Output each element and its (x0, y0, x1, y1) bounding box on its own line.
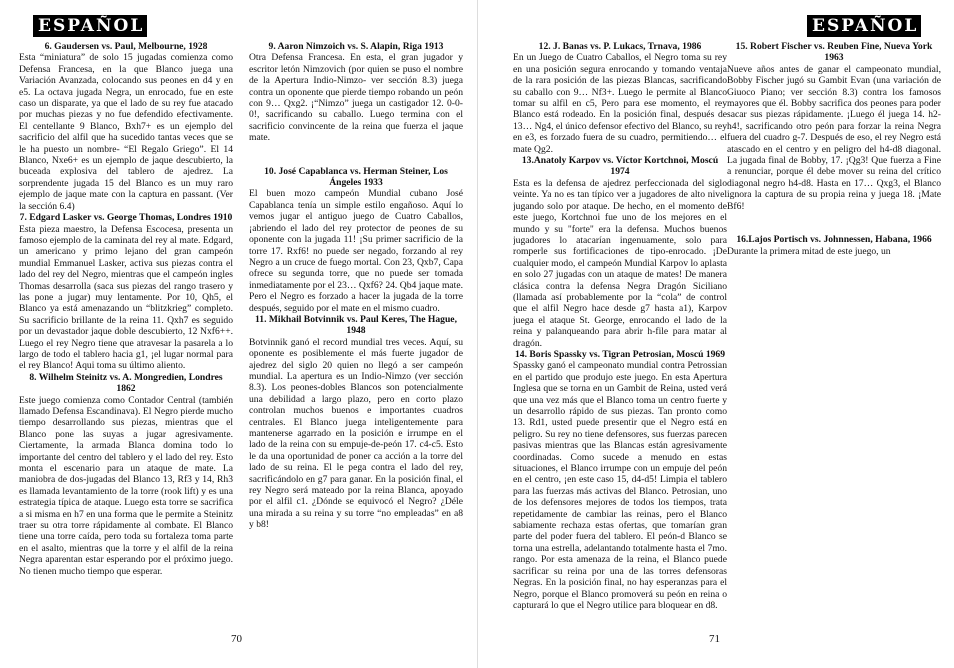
game-text: Esta pieza maestro, la Defensa Escocesa, presenta un famoso ejemplo de la caminata del rey al mate. Edgard, un americano y primo lejano del gran campeón mundial Emmanuel Lasker, activa sus piezas contra el lado del rey del Negro, mientras que el campeón ingles Thomas desarrolla (saca sus piezas del rango trasero y las pone a jugar) muy lentamente. Por 10, Qh5, el Blanco ya está amenazando un “blitzkrieg” completo. Su sacrificio brillante de la reina 11. Qxh7 es seguido por un devastador jaque doble descubierto, 12 Nxf6++. Luego el rey Negro tiene que atravesar la pasarela a lo largo de todo el tablero hacia g1, ¡el lugar normal para el rey Blanco! Aqui toma su último aliento. (19, 223, 233, 372)
game-text: Nueve años antes de ganar el campeonato mundial, Bobby Fischer jugó su Gambit Evan (una variación de Giuoco Piano; ver sección 8.3) contra los famosos mayores que él. Bobby sacrifica dos peones para poder sacar sus piezas rápidamente. ¡Luego él juega 14. h2-h4!, sacrificando otro peón para forzar la reina Negra fuera del cuadro g-7. Después de eso, el rey Negro está atascado en el centro y en peligro del h4-d8 diagonal. La jugada final de Bobby, 17. ¡Qg3! Que fuerza a Fine a renunciar, porque él debe mover su reina del crítico diagonal negro h4-d8. Hasta en 17… Qxg3, el Blanco ignora la captura de su propia reina y juega 18. ¡Mate Bf6! (727, 63, 941, 212)
game-title: 16.Lajos Portisch vs. Johnnessen, Habana, 1966 (736, 234, 932, 246)
game-title: 12. J. Banas vs. P. Lukacs, Trnava, 1986 (538, 41, 702, 52)
left-column-1 (19, 41, 233, 636)
page-number-right: 71 (709, 633, 720, 645)
game-title: 6. Gaudersen vs. Paul, Melbourne, 1928 (44, 41, 208, 52)
game-title: 8. Wilhelm Steinitz vs. A. Mongredien, Londres 1862 (29, 371, 223, 395)
game-text: El buen mozo campeón Mundial cubano José Capablanca tenía un simple estilo engañoso. Aquí lo vemos jugar el antiguo juego de Cuatro Caballos, ¡abriendo el lado del rey protector de peones de su oponente con la jugada 11! ¡Su primer sacrificio de la torre 17. Rxf6! no puede ser negado, forzando al rey Negro a un cruce de fuego mortal. Con 23, Qxb7, Capa ofrece su segunda torre, que no puede ser tomada inmediatamente por el 23… Qxf6? 24. Qb4 jaque mate. Pero el Negro es forzado a hacer la jugada de la torre después, seguido por el mate en el mismo cuadro. (249, 188, 463, 314)
section-logo-left: ESPAÑOL (33, 15, 147, 37)
game-text: En un Juego de Cuatro Caballos, el Negro toma su rey en una posición segura enrocando y tomando ventaja de la rara posición de las piezas Blancas, sacrificando su caballo con 9… Nf3+. Luego le permite al Blanco tomar su alfil en c5, Pero para ese momento, el rey Blanco está rodeado. En la posición final, después de 13… Ng4, el único defensor efectivo del Blanco, su rey en e3, es forzado fuera de su cuadro, permitiendo… el mate Qg2. (513, 52, 727, 155)
right-page (477, 0, 954, 668)
game-text: Este juego comienza como Contador Central (también llamado Defensa Escandinava). El Negro pierde mucho tiempo desarrollando sus piezas, mientras que el Blanco pone las suyas a jugar agresivamente. Ciertamente, la armada Blanca domina todo lo importante del centro del tablero y el lado del rey. Esto monta el escenario para un ataque de mate. La maniobra de dos-jugadas del Blanco 13, Rf3 y 14, Rh3 es llamada levantamiento de la torre (rook lift) y es una estrategia típica de ataque. Luego esta torre se sacrifica a si misma en h7 en una forma que le permite a Steinitz traer su otra torre rápidamente al combate. El Blanco tiene una torre caída, pero toda su fortaleza toma parte en el asalto, mientras que la torre y el alfil de la reina Negra aparentan estar esperando por el próximo juego. No tienen mucho tiempo que esperar. (19, 394, 233, 577)
game-text: Esta “miniatura” de solo 15 jugadas comienza como Defensa Francesa, en la que Blanco juega una Variación Avanzada, colocando sus peones en d4 y en e5. La octava jugada Negra, un enrocado, fue en este caso un disparate, ya que el lado de su rey fue atacado por muchas piezas y no fue defendido efectivamente. El centellante 9 Blanco, Bxh7+ es un ejemplo del sacrificio del alfil que ha sucedido tantas veces que se le ha puesto un nombre- “El Regalo Griego”. El 14 Blanco, Nxe6+ es un ejemplo de jaque descubierto, la buceada explosiva del tablero de ajedrez. La sorprendente jugada 15 del Blanco es un muy raro ejemplo de jaque mate con la captura en passant. (Ver la sección 6.4) (19, 52, 233, 212)
page-number-left: 70 (231, 633, 242, 645)
game-text: Esta es la defensa de ajedrez perfeccionada del siglo veinte. Ya no es tan típico ver a jugadores de alto nivel jugando solo por ataque. De hecho, en el momento de este juego, Kortchnoi fue uno de los mejores en el mundo y su "forte" era la defensa. Muchos buenos jugadores lo atacarían ingenuamente, solo para romperle sus fortificaciones de tipo-enrocado. ¡De cualquier modo, el campeón Mundial Karpov lo aplasta en solo 27 jugadas con un ataque de mates! De manera clásica contra la defensa Negra Dragón Siciliano (llamada así probablemente por la “cola” de control que el alfil Negro hace desde g7 hasta a1), Karpov juega el ataque St. George, enrocando el lado de la reina y palanqueando para abrir h-file para matar al dragón. (513, 177, 727, 349)
game-title: 7. Edgard Lasker vs. George Thomas, Londres 1910 (19, 212, 233, 224)
right-column-2 (727, 41, 941, 636)
game-text: Spassky ganó el campeonato mundial contra Petrossian en el partido que produjo este juego. En esta Apertura Inglesa que se torna en un Gambit de Reina, usted verá que una vez más que el Blanco toma un centro fuerte y un desarrollo rápido de sus piezas. Tan pronto como 13. Rd1, usted puede presentir que el Negro está en peligro. Su rey no tiene defensores, sus fuerzas parecen pasivas mientras que las Blancas están agresivamente coordinadas. Como sucede a menudo en estas situaciones, el Blanco irrumpe con un empuje del peón en el centro, ¡en este caso 15, d4-d5! Limpia el tablero para las fuerzas más activas del Blanco. Petrosian, uno de los defensores mejores de todos los tiempos, trata repetidamente de cambiar las reinas, pero el Blanco sabiamente rechaza estas ofertas, que tomarían gran parte del poder fuera del tablero. El peón-d Blanco se torna una estrella, adelantando totalmente hasta el 7mo. rango. Por esta amenaza de la reina, el Blanco puede sacrificar su reina por una de las torres defensoras Negras. En la posición final, no hay esperanzas para el Negro, porque el Blanco promoverá su peón en reina o capturará lo que el Negro utilice para bloquear en d8. (513, 360, 727, 611)
game-title: 15. Robert Fischer vs. Reuben Fine, Nueva York 1963 (735, 41, 933, 64)
game-title: 13.Anatoly Karpov vs. Víctor Kortchnoi, Moscú 1974 (521, 155, 719, 178)
game-title: 9. Aaron Nimzoich vs. S. Alapin, Riga 1913 (268, 41, 444, 52)
game-text: Botvinnik ganó el record mundial tres veces. Aquí, su oponente es posiblemente el más fuerte jugador de ajedrez del siglo 20 quien no llegó a ser campeón mundial. La apertura es un Indio-Nimzo (ver sección 8.3). Los peones-dobles Blancos son potencialmente una debilidad a largo plazo, pero en corto plazo controlan muchos buenos e importantes cuadros centrales. El Blanco juega inteligentemente para mantenerse agarrado en la posición e irrumpe en el lado de la reina con su empuje-de-peón 17. c4-c5. Esto le da una oportunidad de poner ca acción a la torre del lado de su reina. El le pega contra el lado del rey, sacrificándolo en g7 para ganar. En la posición final, el rey Negro será mateado por la reina Blanca, apoyado por el alfil c1. ¿Dónde se equivocó el Negro? ¿Déle una mirada a su reina y su torre “no empleadas” en a8 y b8! (249, 336, 463, 531)
right-column-1 (513, 41, 727, 636)
left-column-2 (249, 41, 463, 636)
game-text: Durante la primera mitad de este juego, un (727, 245, 891, 257)
game-title: 14. Boris Spassky vs. Tigran Petrosian, Moscú 1969 (514, 348, 726, 360)
game-title: 10. José Capablanca vs. Herman Steiner, Los Ángeles 1933 (264, 165, 448, 189)
game-title: 11. Mikhail Botvinnik vs. Paul Keres, The Hague, 1948 (255, 313, 457, 337)
section-logo-right: ESPAÑOL (807, 15, 921, 37)
game-text: Otra Defensa Francesa. En esta, el gran jugador y escritor letón Nimzovich (por quien se puso el nombre de la Apertura Indio-Nimzo- ver sección 8.3) juega contra un oponente que pierde tiempo robando un peón con 9… Qxg2. ¡“Nimzo” juega un castigador 12. 0-0-0!, sacrificando su caballo. Luego termina con el sacrificio convincente de la reina que fuerza el jaque mate. (249, 52, 463, 144)
